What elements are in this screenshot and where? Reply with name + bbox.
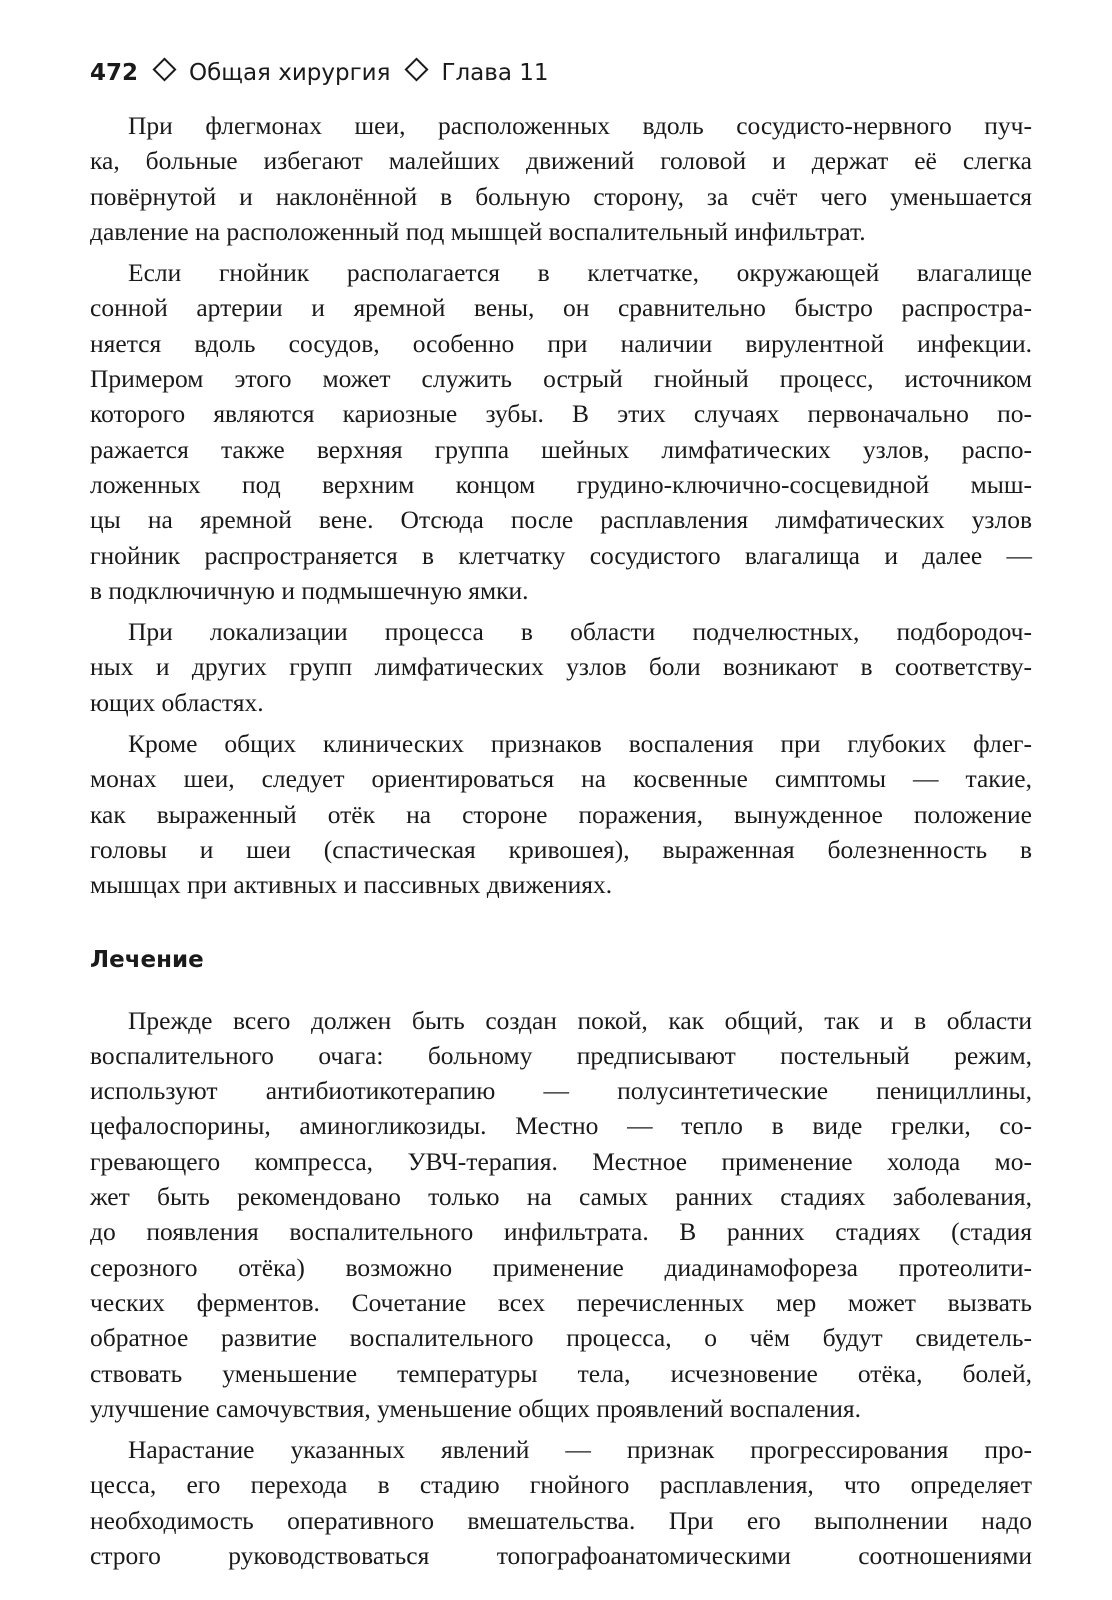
paragraph — [90, 614, 1032, 720]
text-line: няется вдоль сосудов, особенно при наличии вирулентной инфекции. — [90, 328, 1032, 358]
paragraph — [90, 255, 1032, 608]
text-line: монах шеи, следует ориентироваться на косвенные симптомы — такие, — [90, 764, 1032, 794]
paragraph — [90, 1432, 1032, 1573]
book-title: Общая хирургия — [189, 60, 391, 86]
text-line: серозного отёка) возможно применение диадинамофореза протеолити- — [90, 1252, 1032, 1282]
text-line: Нарастание указанных явлений — признак прогрессирования про- — [128, 1435, 1032, 1465]
text-line: Примером этого может служить острый гнойный процесс, источником — [90, 364, 1032, 394]
text-line: головы и шеи (спастическая кривошея), выраженная болезненность в — [90, 834, 1032, 864]
text-line: ложенных под верхним концом грудино-ключично-сосцевидной мыш- — [90, 469, 1032, 499]
text-line: Кроме общих клинических признаков воспаления при глубоких флег- — [128, 729, 1032, 759]
text-line: необходимость оперативного вмешательства. При его выполнении надо — [90, 1505, 1032, 1535]
text-line: гнойник распространяется в клетчатку сосудистого влагалища и далее — — [90, 540, 1032, 570]
running-header — [90, 58, 1032, 88]
page-number: 472 — [90, 60, 139, 86]
text-line: жет быть рекомендовано только на самых ранних стадиях заболевания, — [90, 1182, 1032, 1212]
book-page — [90, 58, 1032, 1579]
text-line: ражается также верхняя группа шейных лимфатических узлов, распо- — [90, 434, 1032, 464]
section-heading: Лечение — [90, 946, 204, 973]
body-text-after — [90, 1003, 1032, 1574]
text-line: используют антибиотикотерапию — полусинтетические пенициллины, — [90, 1076, 1032, 1106]
text-line: воспалительного очага: больному предписывают постельный режим, — [90, 1040, 1032, 1070]
text-line: ных и других групп лимфатических узлов боли возникают в соответству- — [90, 652, 1032, 682]
text-line: цы на яремной вене. Отсюда после расплавления лимфатических узлов — [90, 505, 1032, 535]
text-line: обратное развитие воспалительного процесса, о чём будут свидетель- — [90, 1323, 1032, 1353]
text-line: цесса, его перехода в стадию гнойного расплавления, что определяет — [90, 1470, 1032, 1500]
text-line: Прежде всего должен быть создан покой, как общий, так и в области — [128, 1005, 1032, 1035]
text-line: до появления воспалительного инфильтрата. В ранних стадиях (стадия — [90, 1217, 1032, 1247]
text-line: ка, больные избегают малейших движений головой и держат её слегка — [90, 146, 1032, 176]
text-line: ствовать уменьшение температуры тела, исчезновение отёка, болей, — [90, 1358, 1032, 1388]
text-line: сонной артерии и яремной вены, он сравнительно быстро распростра- — [90, 293, 1032, 323]
text-line: повёрнутой и наклонённой в больную сторону, за счёт чего уменьшается — [90, 181, 1032, 211]
diamond-separator-icon — [405, 57, 429, 81]
text-line: в подключичную и подмышечную ямки. — [90, 575, 529, 605]
text-line: мышцах при активных и пассивных движениях. — [90, 870, 613, 900]
text-line: улучшение самочувствия, уменьшение общих проявлений воспаления. — [90, 1393, 862, 1423]
paragraph — [90, 108, 1032, 249]
paragraph — [90, 1003, 1032, 1427]
paragraph — [90, 726, 1032, 902]
text-line: ющих областях. — [90, 687, 264, 717]
text-line: гревающего компресса, УВЧ-терапия. Местное применение холода мо- — [90, 1146, 1032, 1176]
text-line: ческих ферментов. Сочетание всех перечисленных мер может вызвать — [90, 1287, 1032, 1317]
text-line: давление на расположенный под мышцей воспалительный инфильтрат. — [90, 216, 866, 246]
text-line: как выраженный отёк на стороне поражения, вынужденное положение — [90, 799, 1032, 829]
diamond-separator-icon — [152, 57, 176, 81]
body-text-before — [90, 108, 1032, 903]
text-line: При флегмонах шеи, расположенных вдоль сосудисто-нервного пуч- — [128, 111, 1032, 140]
text-line: строго руководствоваться топографоанатомическими соотношениями — [90, 1540, 1032, 1570]
text-line: Если гнойник располагается в клетчатке, окружающей влагалище — [128, 258, 1032, 288]
text-line: цефалоспорины, аминогликозиды. Местно — тепло в виде грелки, со- — [90, 1111, 1032, 1141]
text-line: При локализации процесса в области подчелюстных, подбородоч- — [128, 617, 1032, 647]
text-line: которого являются кариозные зубы. В этих случаях первоначально по- — [90, 399, 1032, 429]
chapter-label: Глава 11 — [441, 60, 549, 86]
